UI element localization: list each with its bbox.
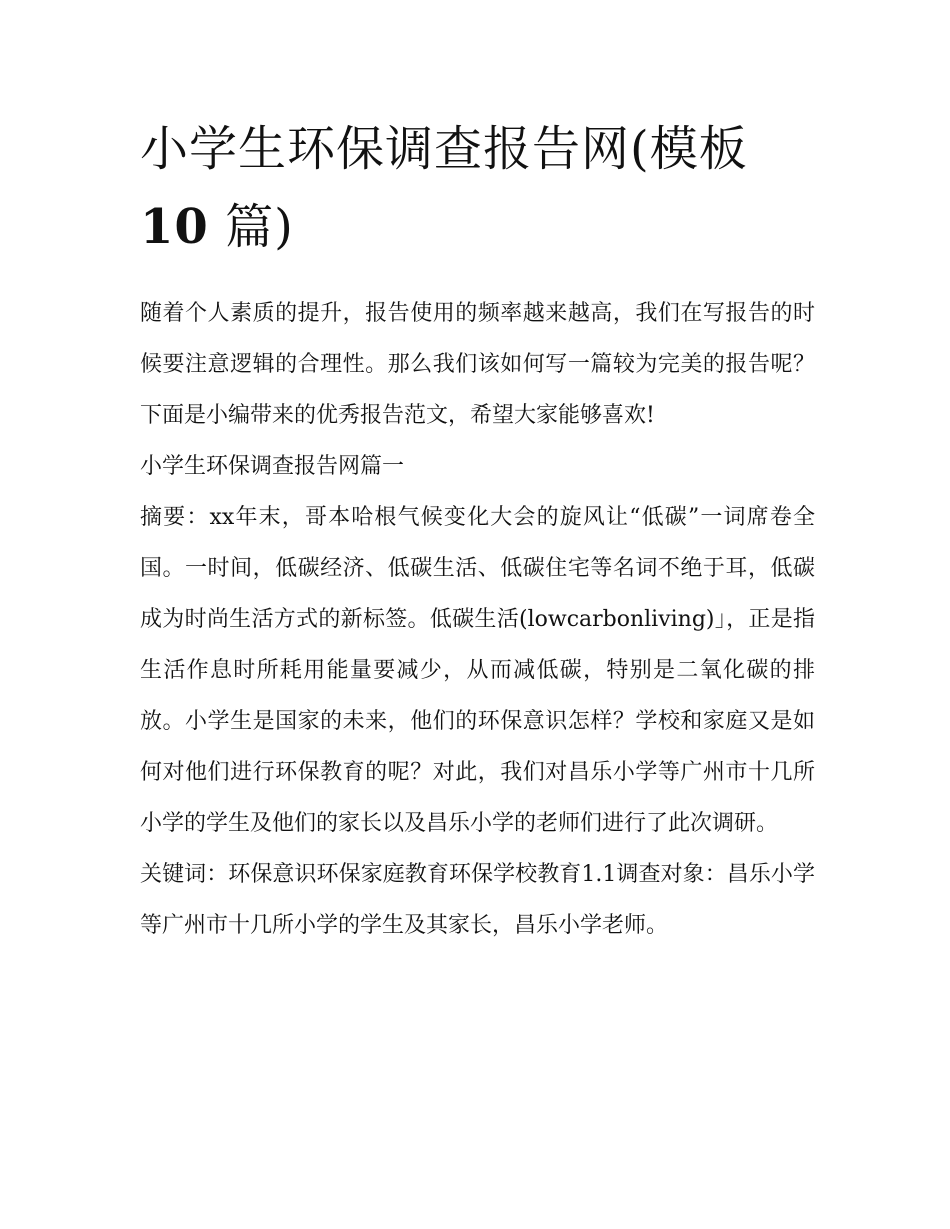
abstract-paragraph: 摘要：xx年末，哥本哈根气候变化大会的旋风让“低碳”一词席卷全国。一时间，低碳经济、低碳生活、低碳住宅等名词不绝于耳，低碳成为时尚生活方式的新标签。低碳生活(lowcarbonliving)」，正是指生活作息时所耗用能量要减少，从而减低碳，特别是二氧化碳的排放。小学生是国家的未来，他们的环保意识怎样？学校和家庭又是如何对他们进行环保教育的呢？对此，我们对昌乐小学等广州市十几所小学的学生及他们的家长以及昌乐小学的老师们进行了此次调研。 <box>140 505 815 836</box>
title-text-part1: 小学生环保调查报告网(模板 <box>140 121 748 177</box>
keywords-paragraph: 关键词：环保意识环保家庭教育环保学校教育1.1调查对象：昌乐小学等广州市十几所小学的学生及其家长，昌乐小学老师。 <box>140 862 815 938</box>
intro-paragraph: 随着个人素质的提升，报告使用的频率越来越高，我们在写报告的时候要注意逻辑的合理性。那么我们该如何写一篇较为完美的报告呢？下面是小编带来的优秀报告范文，希望大家能够喜欢! <box>140 301 815 428</box>
section-heading: 小学生环保调查报告网篇一 <box>140 454 405 479</box>
title-number: 10 <box>140 199 209 255</box>
document-page <box>140 110 815 951</box>
document-title <box>140 110 815 266</box>
title-text-part2: 篇) <box>225 199 294 255</box>
